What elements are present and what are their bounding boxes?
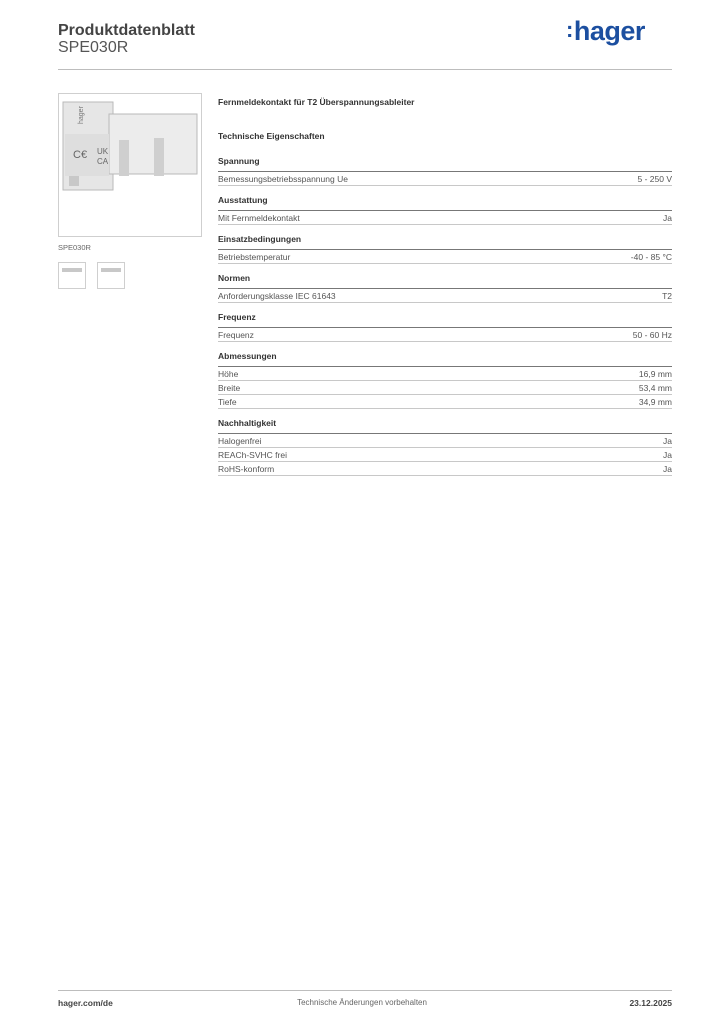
properties-title: Technische Eigenschaften	[218, 131, 325, 141]
spec-row	[218, 250, 672, 264]
svg-text:C€: C€	[73, 149, 88, 161]
spec-value: 53,4 mm	[638, 383, 672, 393]
spec-label: RoHS-konform	[218, 464, 275, 474]
image-label-ca: CA	[97, 157, 109, 166]
spec-label: Anforderungsklasse IEC 61643	[218, 291, 336, 301]
group-heading: Einsatzbedingungen	[218, 234, 302, 244]
footer-notice: Technische Änderungen vorbehalten	[297, 998, 427, 1007]
product-code: SPE030R	[58, 39, 129, 56]
spec-group	[218, 312, 672, 342]
spec-list	[218, 156, 672, 485]
spec-row	[218, 211, 672, 225]
spec-row	[218, 462, 672, 476]
spec-row	[218, 328, 672, 342]
thumbnail-preview	[62, 268, 82, 272]
spec-value: Ja	[663, 436, 672, 446]
spec-group	[218, 234, 672, 264]
page-title: Produktdatenblatt	[58, 22, 195, 39]
image-label-uk: UK	[97, 147, 109, 156]
group-heading: Ausstattung	[218, 195, 268, 205]
spec-group	[218, 273, 672, 303]
thumbnail-1[interactable]	[58, 262, 86, 289]
spec-row	[218, 395, 672, 409]
spec-label: Bemessungsbetriebsspannung Ue	[218, 174, 348, 184]
group-heading: Abmessungen	[218, 351, 277, 361]
spec-value: 16,9 mm	[638, 369, 672, 379]
thumbnail-2[interactable]	[97, 262, 125, 289]
image-label-brand: hager	[78, 106, 85, 124]
hager-logo[interactable]: :hager	[566, 16, 645, 46]
spec-label: Höhe	[218, 369, 239, 379]
spec-row	[218, 381, 672, 395]
group-heading: Frequenz	[218, 312, 256, 322]
image-caption: SPE030R	[58, 243, 91, 252]
spec-value: 34,9 mm	[638, 397, 672, 407]
spec-group	[218, 156, 672, 186]
spec-label: Mit Fernmeldekontakt	[218, 213, 300, 223]
spec-row	[218, 172, 672, 186]
spec-value: 50 - 60 Hz	[632, 330, 672, 340]
spec-row	[218, 434, 672, 448]
spec-group	[218, 351, 672, 409]
spec-row	[218, 448, 672, 462]
thumbnail-preview	[101, 268, 121, 272]
spec-label: Frequenz	[218, 330, 254, 340]
spec-row	[218, 289, 672, 303]
spec-value: Ja	[663, 464, 672, 474]
device-illustration	[59, 94, 201, 236]
spec-group	[218, 195, 672, 225]
header-divider	[58, 69, 672, 70]
spec-value: T2	[662, 291, 672, 301]
spec-label: Tiefe	[218, 397, 237, 407]
spec-label: Halogenfrei	[218, 436, 262, 446]
product-title: Fernmeldekontakt für T2 Überspannungsableiter	[218, 97, 415, 107]
group-heading: Normen	[218, 273, 251, 283]
spec-label: Betriebstemperatur	[218, 252, 291, 262]
spec-label: REACh-SVHC frei	[218, 450, 287, 460]
footer-divider	[58, 990, 672, 991]
spec-label: Breite	[218, 383, 241, 393]
spec-group	[218, 418, 672, 476]
spec-value: 5 - 250 V	[637, 174, 672, 184]
logo-text: hager	[573, 16, 645, 46]
spec-value: -40 - 85 °C	[630, 252, 672, 262]
spec-value: Ja	[663, 213, 672, 223]
spec-value: Ja	[663, 450, 672, 460]
footer-website-link[interactable]: hager.com/de	[58, 998, 113, 1008]
footer-date: 23.12.2025	[629, 998, 672, 1008]
spec-row	[218, 367, 672, 381]
group-heading: Nachhaltigkeit	[218, 418, 277, 428]
product-image[interactable]	[58, 93, 202, 237]
group-heading: Spannung	[218, 156, 260, 166]
